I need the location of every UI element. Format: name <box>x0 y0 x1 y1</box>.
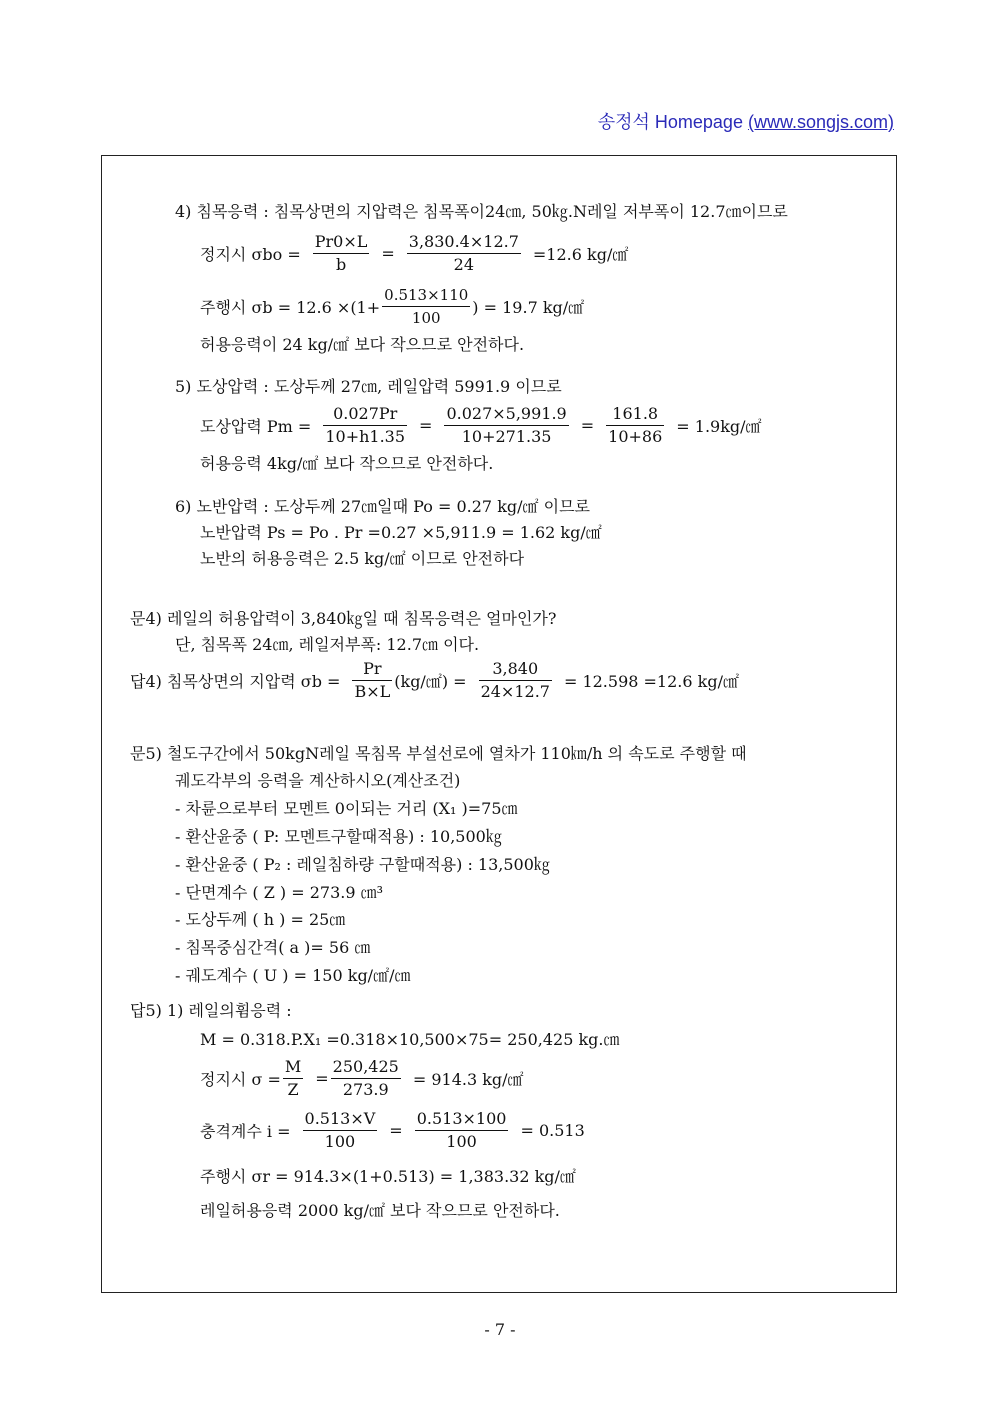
equals-sign: = <box>580 416 595 435</box>
a5-moment: M = 0.318.P.X₁ =0.318×10,500×75= 250,425 kg.㎝ <box>200 1030 620 1049</box>
s5-formula <box>200 404 762 447</box>
fraction: 161.8 10+86 <box>608 404 663 446</box>
equals-sign: = <box>389 1121 403 1140</box>
a5-static-formula <box>200 1057 524 1100</box>
fraction: $\frac{0.513\times 110}{100}$ <box>384 286 469 327</box>
fraction: 0.513×100 100 <box>416 1109 507 1151</box>
condition-item: - 환산윤중 ( P: 모멘트구할때적용) : 10,500㎏ <box>175 827 502 846</box>
header-site: Homepage <box>654 112 743 132</box>
a5-static-label: 정지시 σ = <box>200 1070 281 1089</box>
s4-static-formula <box>200 232 628 275</box>
s6-title: 6) 노반압력 : 도상두께 27㎝일때 Po = 0.27 kg/㎠ 이므로 <box>175 497 590 516</box>
a4-result: = 12.598 =12.6 kg/㎠ <box>563 672 739 691</box>
page-number: - 7 - <box>484 1320 516 1339</box>
condition-item: - 도상두께 ( h ) = 25㎝ <box>175 910 346 929</box>
a4-formula <box>130 659 739 702</box>
fraction: Pr B×L <box>354 659 391 701</box>
a5-impact-formula <box>200 1109 585 1152</box>
fraction: $\frac{M}{Z}$ <box>284 1057 302 1099</box>
s4-running-result: ) = 19.7 kg/㎠ <box>472 298 585 317</box>
s4-running-label: 주행시 σb = 12.6 ×(1+ <box>200 298 381 317</box>
fraction: 3,840 24×12.7 <box>480 659 550 701</box>
s4-conclusion: 허용응력이 24 kg/㎠ 보다 작으므로 안전하다. <box>200 335 525 354</box>
s6-line2: 노반의 허용응력은 2.5 kg/㎠ 이므로 안전하다 <box>200 549 525 568</box>
s4-title: 4) 침목응력 : 침목상면의 지압력은 침목폭이24㎝, 50㎏.N레일 저부폭이 12.7㎝이므로 <box>175 202 788 221</box>
q4-line2: 단, 침목폭 24㎝, 레일저부폭: 12.7㎝ 이다. <box>175 635 480 654</box>
a5-line1: 답5) 1) 레일의휨응력 : <box>130 1001 292 1020</box>
s4-static-result: =12.6 kg/㎠ <box>532 245 629 264</box>
q5-line2: 궤도각부의 응력을 계산하시오(계산조건) <box>175 771 461 790</box>
s5-label: 도상압력 Pm = <box>200 417 312 436</box>
a4-unit: (kg/㎠) = <box>394 672 467 691</box>
fraction: 0.027Pr 10+h1.35 <box>325 404 406 446</box>
s5-result: = 1.9kg/㎠ <box>676 417 762 436</box>
q5-line1: 문5) 철도구간에서 50kgN레일 목침목 부설선로에 열차가 110㎞/h 의 속도로 주행할 때 <box>130 744 747 763</box>
header-author: 송정석 <box>597 112 650 132</box>
s6-line1: 노반압력 Ps = Po . Pr =0.27 ×5,911.9 = 1.62 kg/㎠ <box>200 523 602 542</box>
condition-item: - 궤도계수 ( U ) = 150 kg/㎠/㎝ <box>175 966 411 985</box>
fraction: 0.027×5,991.9 10+271.35 <box>446 404 567 446</box>
fraction: 3,830.4×12.7 24 <box>408 232 519 274</box>
q4-line1: 문4) 레일의 허용압력이 3,840㎏일 때 침목응력은 얼마인가? <box>130 609 557 628</box>
condition-item: - 차륜으로부터 모멘트 0이되는 거리 (X₁ )=75㎝ <box>175 799 518 818</box>
s5-title: 5) 도상압력 : 도상두께 27㎝, 레일압력 5991.9 이므로 <box>175 377 562 396</box>
a5-impact-result: = 0.513 <box>520 1121 585 1140</box>
page-header <box>598 108 894 134</box>
s4-running-formula <box>200 285 584 328</box>
a4-label: 답4) 침목상면의 지압력 σb = <box>130 672 341 691</box>
header-url-link[interactable]: (www.songjs.com) <box>747 112 894 132</box>
a5-impact-label: 충격계수 i = <box>200 1122 291 1141</box>
condition-item: - 환산윤중 ( P₂ : 레일침하량 구할때적용) : 13,500㎏ <box>175 855 550 874</box>
a5-static-result: = 914.3 kg/㎠ <box>412 1070 524 1089</box>
a5-conclusion: 레일허용응력 2000 kg/㎠ 보다 작으므로 안전하다. <box>200 1201 560 1220</box>
equals-sign: = <box>381 244 395 263</box>
condition-item: - 단면계수 ( Z ) = 273.9 ㎝³ <box>175 883 384 902</box>
equals-sign: = <box>315 1069 329 1088</box>
fraction: 0.513×V 100 <box>304 1109 376 1151</box>
fraction: $\frac{250,425}{273.9}$ <box>332 1057 399 1099</box>
s4-static-label: 정지시 σbo = <box>200 245 301 264</box>
a5-running: 주행시 σr = 914.3×(1+0.513) = 1,383.32 kg/㎠ <box>200 1167 576 1186</box>
s5-conclusion: 허용응력 4kg/㎠ 보다 작으므로 안전하다. <box>200 454 494 473</box>
fraction: Pr0×L b <box>314 232 368 274</box>
condition-item: - 침목중심간격( a )= 56 ㎝ <box>175 938 371 957</box>
equals-sign: = <box>419 416 433 435</box>
